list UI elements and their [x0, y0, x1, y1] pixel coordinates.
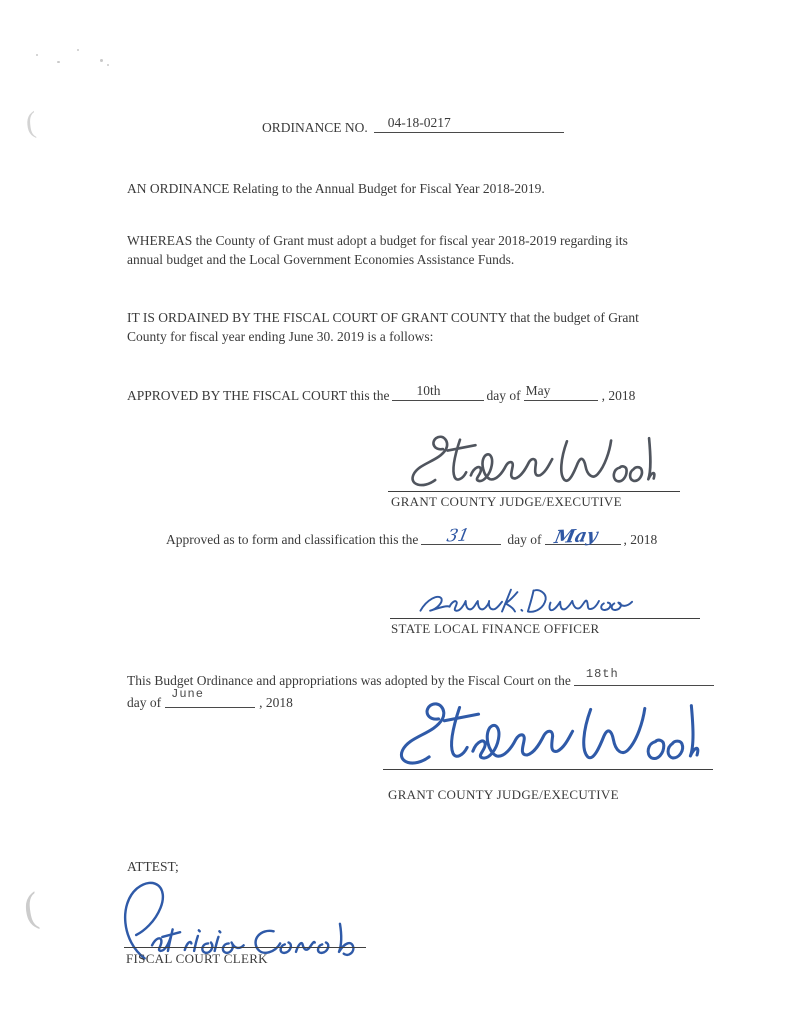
approved-line: APPROVED BY THE FISCAL COURT this the 10th day of May , 2018	[127, 383, 636, 403]
adopted-day: 18th	[585, 667, 619, 681]
form-day-handwritten: 31	[445, 525, 472, 547]
form-classification-line: Approved as to form and classification this the 31 day of May , 2018	[166, 524, 658, 549]
approved-day: 10th	[416, 383, 441, 398]
scan-mark-paren: (	[20, 884, 42, 932]
form-day-blank	[421, 525, 501, 547]
ordinance-number: 04-18-0217	[387, 115, 451, 130]
signature-title-judge1: GRANT COUNTY JUDGE/EXECUTIVE	[391, 494, 622, 509]
paragraph-an-ordinance: AN ORDINANCE Relating to the Annual Budget for Fiscal Year 2018-2019.	[127, 181, 545, 196]
scan-speck	[36, 54, 38, 56]
paragraph-ordained: IT IS ORDAINED BY THE FISCAL COURT OF GRANT COUNTY that the budget of Grant County for fiscal year ending June 30. 2019 is a follows:	[127, 310, 639, 344]
adopted-month: June	[171, 687, 204, 701]
ordinance-label: ORDINANCE NO.	[262, 120, 368, 135]
ordinance-number-blank	[374, 115, 564, 133]
signature-title-judge2: GRANT COUNTY JUDGE/EXECUTIVE	[388, 787, 619, 802]
scan-speck	[77, 49, 79, 51]
signature-line-judge2	[383, 769, 713, 770]
title-row	[262, 115, 564, 137]
signature-stephen-wood-2	[382, 698, 710, 774]
paragraph-whereas: WHEREAS the County of Grant must adopt a budget for fiscal year 2018-2019 regarding its annual budget and the Local Government Economies Assistance Funds.	[127, 233, 628, 267]
signature-stephen-wood-1	[388, 432, 673, 494]
signature-title-finance: STATE LOCAL FINANCE OFFICER	[391, 621, 600, 636]
approved-month: May	[525, 383, 551, 398]
approved-day-blank	[392, 383, 484, 401]
scan-mark-paren: (	[24, 105, 38, 140]
form-month-blank	[545, 524, 621, 549]
signature-line-clerk	[124, 947, 366, 948]
form-month-handwritten: May	[553, 524, 600, 549]
scan-speck	[107, 64, 109, 66]
signature-sandra-dunahoo	[390, 580, 690, 622]
approved-month-blank	[524, 383, 598, 401]
adopted-paragraph: This Budget Ordinance and appropriations was adopted by the Fiscal Court on the 18th day of June , 2018	[127, 671, 791, 712]
signature-line-judge1	[388, 491, 680, 492]
scan-speck	[100, 59, 103, 62]
adopted-day-blank	[574, 667, 714, 686]
scan-speck	[57, 61, 60, 63]
adopted-month-blank	[165, 687, 255, 708]
signature-line-finance	[390, 618, 700, 619]
signature-title-clerk: FISCAL COURT CLERK	[126, 951, 268, 966]
attest-label: ATTEST;	[127, 859, 179, 874]
